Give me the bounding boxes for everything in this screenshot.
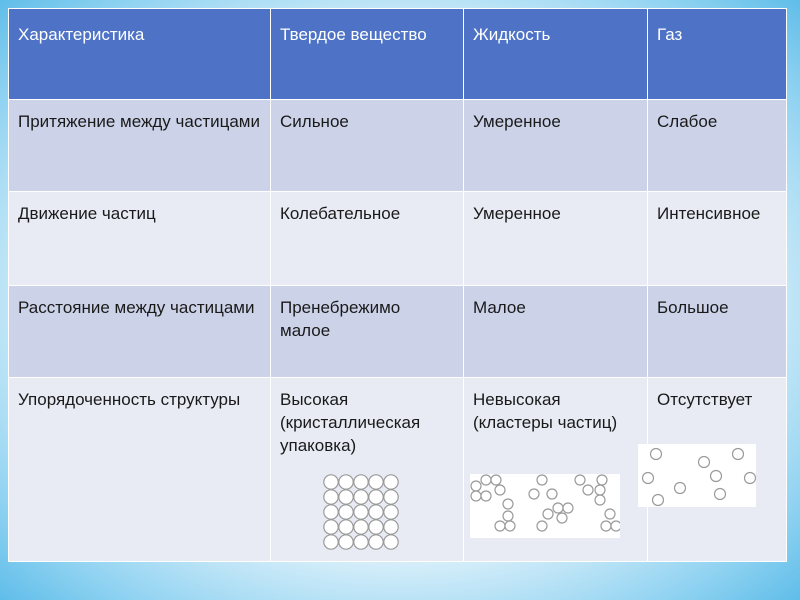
gas-particle <box>715 489 726 500</box>
liquid-particle <box>595 495 605 505</box>
gas-particle <box>653 495 664 506</box>
gas-particle <box>643 473 654 484</box>
gas-scattered-svg <box>638 444 756 507</box>
liquid-particle <box>611 521 620 531</box>
solid-particle <box>339 535 353 549</box>
states-of-matter-table <box>8 8 787 562</box>
cell-solid-order <box>271 378 464 562</box>
cell-solid-order-text: Высокая (кристаллическая упаковка) <box>280 390 421 455</box>
gas-particle <box>733 449 744 460</box>
solid-particle <box>339 475 353 489</box>
cell-gas-motion: Интенсивное <box>648 192 787 286</box>
solid-particle <box>384 505 398 519</box>
row-label-motion: Движение частиц <box>9 192 271 286</box>
liquid-particle <box>481 491 491 501</box>
solid-particle <box>369 475 383 489</box>
row-label-distance: Расстояние между частицами <box>9 286 271 378</box>
liquid-particle <box>495 485 505 495</box>
liquid-particle <box>503 511 513 521</box>
properties-table-container <box>8 8 786 562</box>
cell-gas-attraction: Слабое <box>648 100 787 192</box>
solid-particle <box>324 490 338 504</box>
liquid-particle <box>471 491 481 501</box>
cell-liquid-distance: Малое <box>464 286 648 378</box>
liquid-particle <box>505 521 515 531</box>
cell-liquid-order <box>464 378 648 562</box>
liquid-clusters-diagram <box>470 474 620 538</box>
liquid-particle <box>503 499 513 509</box>
solid-particle <box>354 475 368 489</box>
solid-particle <box>354 535 368 549</box>
solid-particle <box>339 520 353 534</box>
table-header-row <box>9 9 787 100</box>
liquid-particle <box>575 475 585 485</box>
header-solid: Твердое вещество <box>271 9 464 100</box>
gas-particle <box>745 473 756 484</box>
solid-particle <box>324 505 338 519</box>
solid-particle <box>369 490 383 504</box>
liquid-particle <box>537 475 547 485</box>
liquid-particle <box>553 503 563 513</box>
liquid-particle <box>495 521 505 531</box>
liquid-particle <box>547 489 557 499</box>
gas-scattered-diagram <box>638 444 756 507</box>
cell-gas-distance: Большое <box>648 286 787 378</box>
solid-particle <box>354 520 368 534</box>
liquid-particle <box>605 509 615 519</box>
solid-particle <box>339 490 353 504</box>
cell-liquid-attraction: Умеренное <box>464 100 648 192</box>
gas-particle <box>711 471 722 482</box>
solid-particle <box>369 535 383 549</box>
table-row <box>9 286 787 378</box>
liquid-particle <box>583 485 593 495</box>
liquid-particle <box>601 521 611 531</box>
liquid-particle <box>537 521 547 531</box>
gas-particle <box>651 449 662 460</box>
solid-particle <box>339 505 353 519</box>
solid-particle <box>384 490 398 504</box>
liquid-particle <box>597 475 607 485</box>
liquid-particle <box>529 489 539 499</box>
liquid-clusters-svg <box>470 474 620 538</box>
solid-particle <box>369 505 383 519</box>
table-row <box>9 378 787 562</box>
liquid-particle <box>471 481 481 491</box>
solid-particle <box>384 535 398 549</box>
solid-lattice-svg <box>323 474 399 550</box>
header-gas: Газ <box>648 9 787 100</box>
cell-gas-order-text: Отсутствует <box>657 390 753 409</box>
header-characteristic: Характеристика <box>9 9 271 100</box>
solid-lattice-diagram <box>323 474 399 550</box>
solid-particle <box>384 475 398 489</box>
table-row <box>9 192 787 286</box>
header-liquid: Жидкость <box>464 9 648 100</box>
liquid-particle <box>481 475 491 485</box>
solid-particle <box>324 475 338 489</box>
solid-particle <box>354 505 368 519</box>
gas-particle <box>699 457 710 468</box>
gas-particle <box>675 483 686 494</box>
liquid-particle <box>543 509 553 519</box>
liquid-particle <box>595 485 605 495</box>
solid-particle <box>369 520 383 534</box>
liquid-particle <box>491 475 501 485</box>
solid-particle <box>324 520 338 534</box>
liquid-particle <box>563 503 573 513</box>
cell-liquid-motion: Умеренное <box>464 192 648 286</box>
cell-gas-order <box>648 378 787 562</box>
liquid-particle <box>557 513 567 523</box>
solid-particle <box>384 520 398 534</box>
cell-solid-attraction: Сильное <box>271 100 464 192</box>
solid-particle <box>324 535 338 549</box>
solid-particle <box>354 490 368 504</box>
table-row <box>9 100 787 192</box>
cell-solid-distance: Пренебрежимо малое <box>271 286 464 378</box>
row-label-attraction: Притяжение между частицами <box>9 100 271 192</box>
cell-liquid-order-text: Невысокая (кластеры частиц) <box>473 390 618 432</box>
row-label-order: Упорядоченность структуры <box>9 378 271 562</box>
cell-solid-motion: Колебательное <box>271 192 464 286</box>
